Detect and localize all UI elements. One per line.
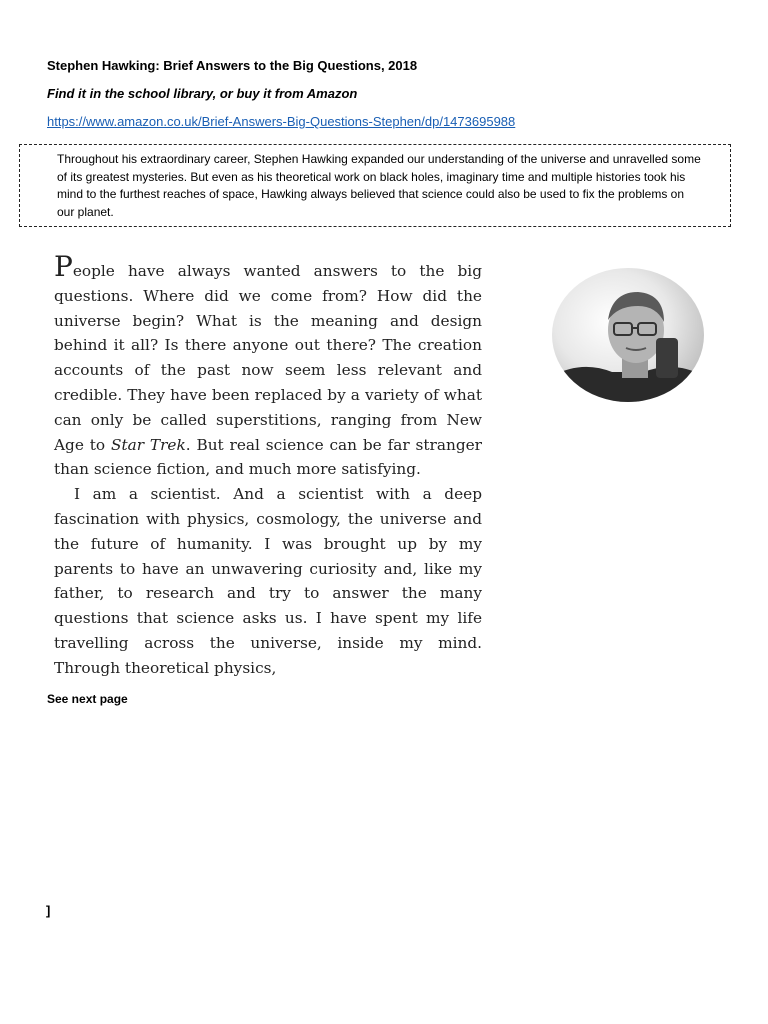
excerpt-text-a: eople have always wanted answers to the big questions. Where did we come from? How did the universe begin? What is the meaning and design behind it all? Is there anyone out there? The creation accounts of the past now seem less relevant and credible. They have been replaced by a variety of what can only be called superstitions, ranging from New Age to bbox=[54, 262, 482, 454]
excerpt-paragraph-2: I am a scientist. And a scientist with a deep fascination with physics, cosmology, the universe and the future of humanity. I was brought up by my parents to have an unwavering curiosity and, like my father, to research and try to answer the many questions that science asks us. I have spent my life travelling across the universe, inside my mind. Through theoretical physics, bbox=[54, 485, 482, 677]
see-next-page-label: See next page bbox=[47, 692, 128, 706]
amazon-link[interactable]: https://www.amazon.co.uk/Brief-Answers-Big-Questions-Stephen/dp/1473695988 bbox=[47, 114, 516, 129]
portrait-illustration bbox=[552, 268, 704, 402]
document-title: Stephen Hawking: Brief Answers to the Big Questions, 2018 bbox=[47, 58, 418, 73]
author-portrait-image bbox=[552, 268, 704, 402]
drop-cap: P bbox=[54, 250, 73, 283]
stray-bracket: ] bbox=[46, 903, 51, 918]
excerpt-italic-title: Star Trek bbox=[110, 435, 186, 454]
excerpt-text-b: . But real science can be far stranger than science fiction, and much more satisfying. bbox=[54, 435, 482, 479]
summary-text: Throughout his extraordinary career, Stephen Hawking expanded our understanding of the universe and unravelled some of its greatest mysteries. But even as his theoretical work on black holes, imaginary time and multiple histories took his mind to the furthest reaches of space, Hawking always believed that science could also be used to fix the problems on our planet. bbox=[57, 152, 701, 220]
book-excerpt bbox=[54, 250, 482, 681]
document-subtitle: Find it in the school library, or buy it from Amazon bbox=[47, 86, 358, 101]
excerpt-paragraph-1 bbox=[54, 250, 482, 482]
summary-box bbox=[19, 144, 731, 227]
